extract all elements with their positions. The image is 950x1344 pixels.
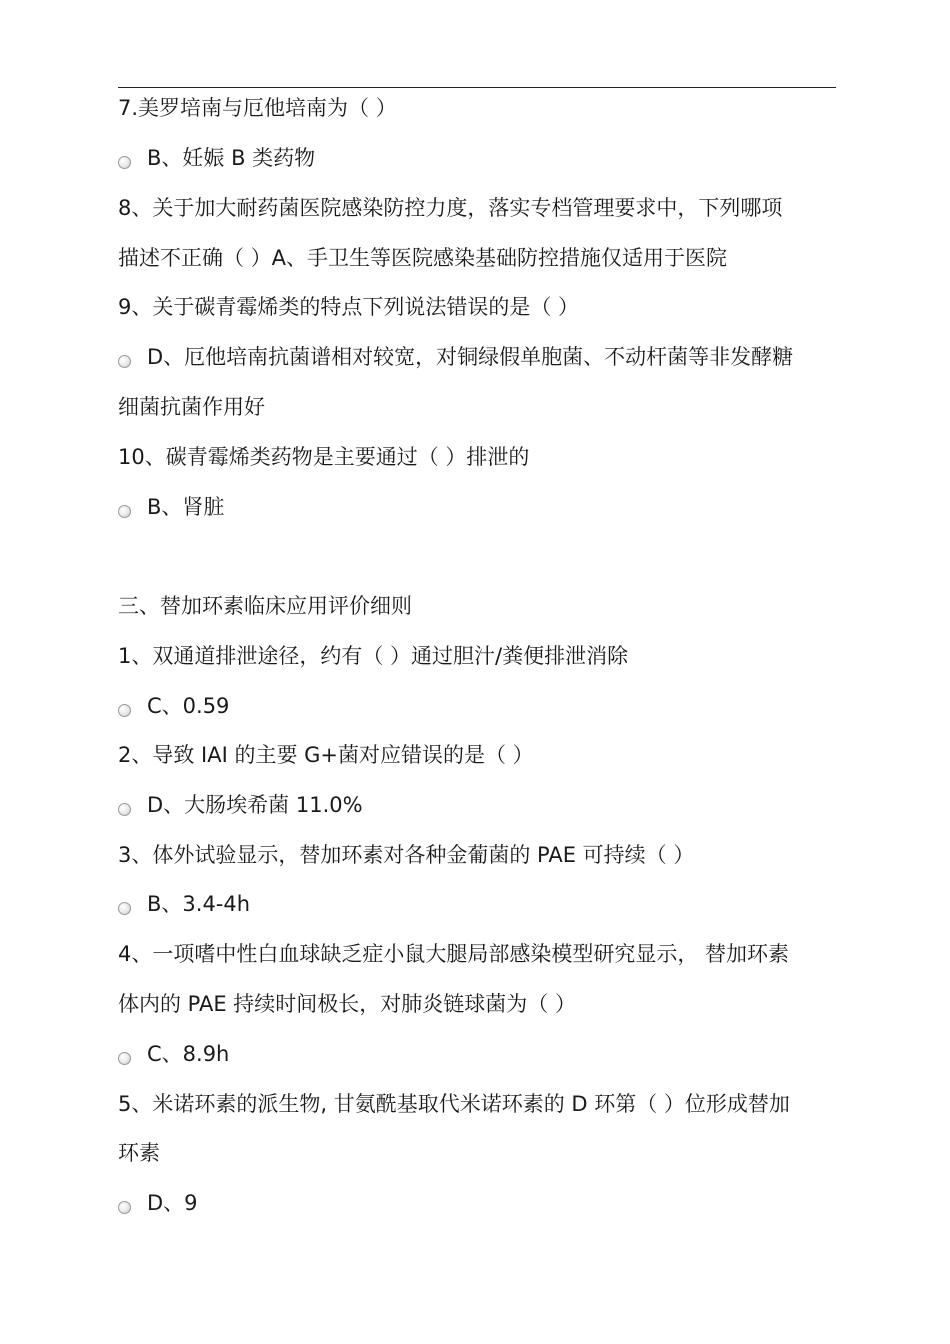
radio-icon[interactable] [118,704,131,717]
question-text: 3、体外试验显示，替加环素对各种金葡菌的 PAE 可持续（ ） [118,843,695,867]
line-16 [118,939,848,969]
radio-icon[interactable] [118,505,131,518]
question-text: 4、一项嗜中性白血球缺乏症小鼠大腿局部感染模型研究显示， 替加环素 [118,942,790,966]
question-text: 8、关于加大耐药菌医院感染防控力度，落实专档管理要求中，下列哪项 [118,196,783,220]
option-text: D、厄他培南抗菌谱相对较宽，对铜绿假单胞菌、不动杆菌等非发酵糖 [147,345,794,369]
option-row[interactable] [118,790,848,820]
radio-icon[interactable] [118,803,131,816]
line-14 [118,840,848,870]
option-text: B、肾脏 [147,495,225,519]
line-3 [118,243,848,273]
section-heading [118,591,848,621]
top-rule [118,87,836,88]
line-19 [118,1089,848,1119]
question-text: 1、双通道排泄途径，约有（ ）通过胆汁/粪便排泄消除 [118,644,629,668]
line-12 [118,740,848,770]
question-text: 体内的 PAE 持续时间极长，对肺炎链球菌为（ ） [118,992,576,1016]
line-7 [118,442,848,472]
radio-icon[interactable] [118,1052,131,1065]
line-17 [118,989,848,1019]
line-10 [118,641,848,671]
option-row[interactable] [118,1039,848,1069]
line-2 [118,193,848,223]
option-text: B、3.4-4h [147,892,251,916]
question-text: 描述不正确（ ）A、手卫生等医院感染基础防控措施仅适用于医院 [118,246,728,270]
option-text: D、大肠埃希菌 11.0% [147,793,363,817]
section-heading-text: 三、替加环素临床应用评价细则 [118,594,412,618]
radio-icon[interactable] [118,902,131,915]
line-6 [118,392,848,422]
radio-icon[interactable] [118,156,131,169]
question-text: 9、关于碳青霉烯类的特点下列说法错误的是（ ） [118,295,580,319]
question-text: 细菌抗菌作用好 [118,395,265,419]
option-row[interactable] [118,342,848,372]
option-text: B、妊娠 B 类药物 [147,146,316,170]
question-text: 环素 [118,1141,160,1165]
radio-icon[interactable] [118,1201,131,1214]
line-20 [118,1138,848,1168]
question-text: 10、碳青霉烯类药物是主要通过（ ）排泄的 [118,445,530,469]
question-text: 5、米诺环素的派生物, 甘氨酰基取代米诺环素的 D 环第（ ）位形成替加 [118,1092,790,1116]
option-row[interactable] [118,691,848,721]
option-row[interactable] [118,143,848,173]
option-row[interactable] [118,889,848,919]
question-text: 2、导致 IAI 的主要 G+菌对应错误的是（ ） [118,743,534,767]
radio-icon[interactable] [118,355,131,368]
option-text: C、8.9h [147,1042,230,1066]
option-row[interactable] [118,1188,848,1218]
option-row[interactable] [118,492,848,522]
question-text: 7.美罗培南与厄他培南为（ ） [118,96,397,120]
option-text: D、9 [147,1191,198,1215]
option-text: C、0.59 [147,694,230,718]
line-4 [118,292,848,322]
line-0 [118,93,848,123]
